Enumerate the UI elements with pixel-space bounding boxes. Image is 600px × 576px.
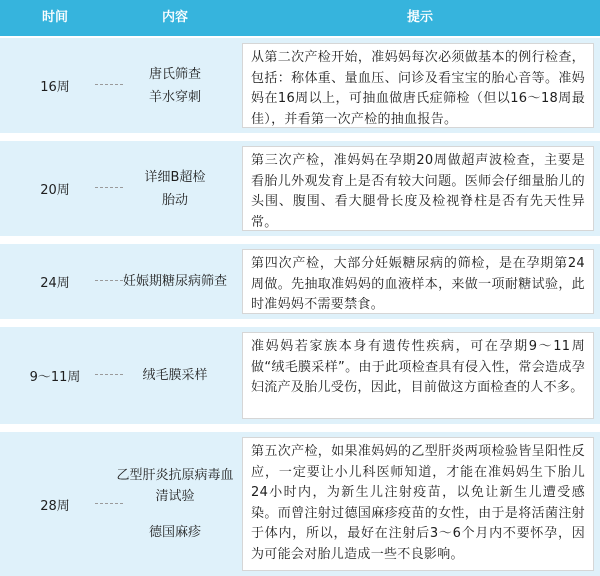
content-item: 详细B超检 <box>144 169 206 185</box>
tip-cell <box>242 437 594 571</box>
content-item: 德国麻疹 <box>148 524 201 540</box>
tip-text: 第三次产检，准妈妈在孕期20周做超声波检查，主要是看胎儿外观发育上是否有较大问题。医师会仔细量胎儿的头围、腹围、看大腿骨长度及检视脊柱是否有先天性异常。 <box>251 153 585 230</box>
tip-text: 从第二次产检开始，准妈妈每次必须做基本的例行检查，包括：称体重、量血压、问诊及看宝宝的胎心音等。准妈妈在16周以上，可抽血做唐氏症筛检（但以16～18周最佳），并看第一次产检的抽血报告。 <box>251 50 585 127</box>
divider <box>95 374 123 375</box>
tip-text: 准妈妈若家族本身有遗传性疾病，可在孕期9～11周做“绒毛膜采样”。由于此项检查具有侵入性，常会造成孕妇流产及胎儿受伤，因此，目前做这方面检查的人不多。 <box>251 339 585 395</box>
content-item: 羊水穿刺 <box>148 89 201 105</box>
table-row <box>0 432 600 576</box>
table-row <box>0 327 600 424</box>
week-cell: 9～11周 <box>29 370 81 385</box>
content-cell <box>110 327 240 424</box>
table-row <box>0 38 600 133</box>
divider <box>95 187 123 188</box>
divider <box>95 503 123 504</box>
table-header <box>0 0 600 36</box>
divider <box>95 280 123 281</box>
tip-text: 第四次产检，大部分妊娠糖尿病的筛检，是在孕期第24周做。先抽取准妈妈的血液样本，来做一项耐糖试验，此时准妈妈不需要禁食。 <box>251 256 585 312</box>
header-time: 时间 <box>41 10 68 25</box>
week-cell: 28周 <box>40 498 70 514</box>
content-item: 绒毛膜采样 <box>142 368 208 383</box>
content-item: 胎动 <box>161 192 188 208</box>
divider <box>95 84 123 85</box>
header-content: 内容 <box>161 10 188 25</box>
content-item: 唐氏筛查 <box>148 66 201 82</box>
content-cell <box>110 38 240 133</box>
tip-text: 第五次产检，如果准妈妈的乙型肝炎两项检验皆呈阳性反应，一定要让小儿科医师知道，才能在准妈妈生下胎儿24小时内，为新生儿注射疫苗，以免让新生儿遭受感染。而曾注射过德国麻疹疫苗的女性，由于是将活菌注射于体内，所以，最好在注射后3～6个月内不要怀孕，因为可能会对胎儿造成一些不良影响。 <box>251 444 585 562</box>
tip-cell <box>242 249 594 314</box>
content-item: 妊娠期糖尿病筛查 <box>122 274 227 289</box>
tip-cell <box>242 43 594 128</box>
content-cell <box>110 141 240 236</box>
content-cell <box>110 244 240 319</box>
table-row <box>0 244 600 319</box>
tip-cell <box>242 146 594 231</box>
content-item: 乙型肝炎抗原病毒血清试验 <box>116 467 234 504</box>
week-cell: 20周 <box>40 183 70 198</box>
content-cell <box>110 432 240 576</box>
week-cell: 16周 <box>40 80 70 95</box>
table-row <box>0 141 600 236</box>
week-cell: 24周 <box>40 276 70 291</box>
header-tip: 提示 <box>406 10 433 25</box>
tip-cell <box>242 332 594 419</box>
